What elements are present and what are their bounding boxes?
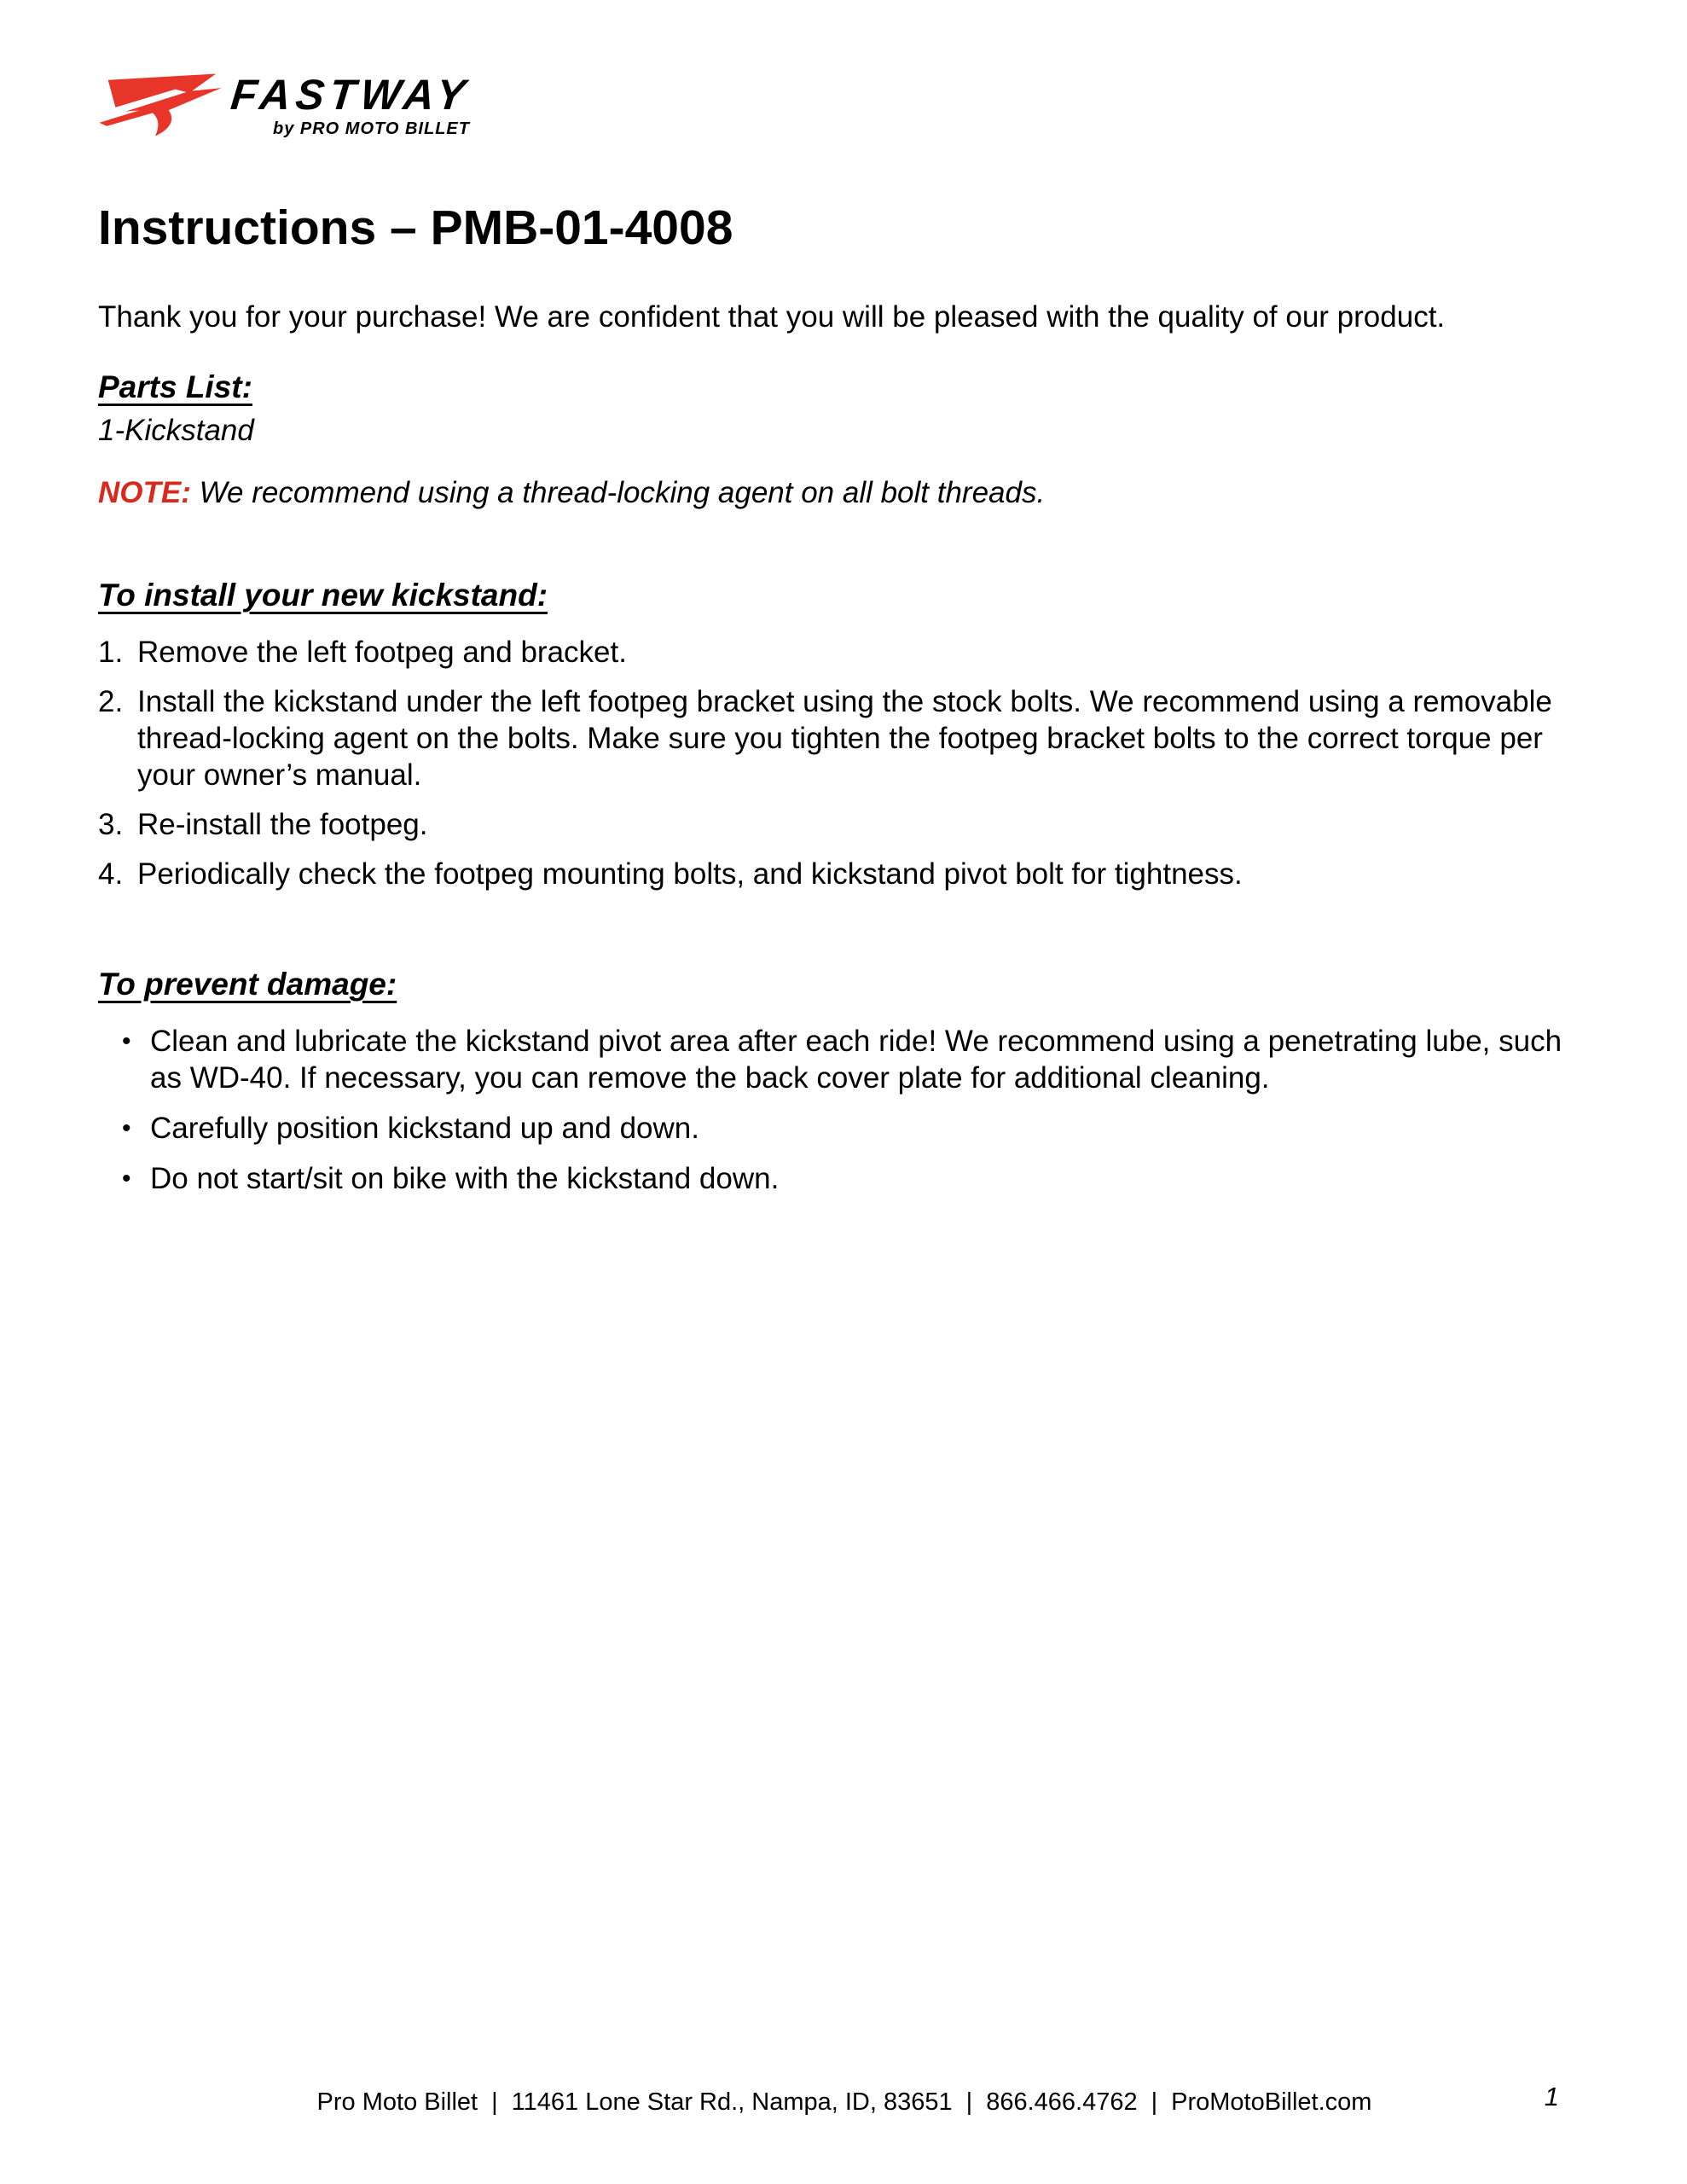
footer-separator: | [1151, 2088, 1158, 2116]
footer-company: Pro Moto Billet [316, 2088, 478, 2116]
step-number: 3. [98, 808, 124, 841]
step-number: 1. [98, 636, 124, 669]
install-step [98, 634, 1592, 671]
footer-separator: | [965, 2088, 973, 2116]
bullet-icon: • [122, 1114, 131, 1142]
bullet-text: Do not start/sit on bike with the kickstand down. [150, 1162, 780, 1195]
note-label: NOTE: [98, 476, 191, 509]
bullet-icon: • [122, 1027, 131, 1055]
install-steps-list [98, 634, 1592, 892]
bullet-text: Carefully position kickstand up and down. [150, 1112, 699, 1145]
list-item [122, 1023, 1592, 1096]
step-number: 4. [98, 857, 124, 891]
intro-paragraph: Thank you for your purchase! We are confident that you will be pleased with the quality of our product. [98, 300, 1446, 334]
parts-list-heading: Parts List: [98, 369, 252, 404]
page-number: 1 [1544, 2082, 1559, 2111]
page-title: Instructions – PMB-01-4008 [98, 200, 733, 255]
note-line [98, 474, 1592, 511]
install-section [98, 511, 1592, 892]
step-text: Re-install the footpeg. [137, 808, 428, 841]
install-step [98, 683, 1592, 793]
footer-separator: | [491, 2088, 498, 2116]
step-number: 2. [98, 685, 124, 718]
bullet-icon: • [122, 1165, 131, 1193]
install-heading: To install your new kickstand: [98, 578, 548, 613]
parts-list-section [98, 335, 1592, 449]
document-content [98, 0, 1592, 1211]
list-item [122, 1110, 1592, 1147]
logo-byline-text: by PRO MOTO BILLET [273, 119, 470, 138]
footer-phone: 866.466.4762 [986, 2088, 1138, 2116]
list-item [122, 1160, 1592, 1197]
bullet-text: Clean and lubricate the kickstand pivot area after each ride! We recommend using a penetrating lube, such as WD-40. If necessary, you can remove the back cover plate for additional cleaning. [150, 1025, 1562, 1095]
step-text: Install the kickstand under the left footpeg bracket using the stock bolts. We recommend using a removable thread-locking agent on the bolts. Make sure you tighten the footpeg bracket bolts to the correct torque per your owner’s manual. [137, 685, 1552, 792]
parts-list-item: 1-Kickstand [98, 414, 254, 447]
step-text: Periodically check the footpeg mounting bolts, and kickstand pivot bolt for tightness. [137, 857, 1243, 891]
prevent-damage-section [98, 905, 1592, 1197]
note-text: We recommend using a thread-locking agent on all bolt threads. [199, 476, 1046, 509]
prevent-damage-heading: To prevent damage: [98, 967, 397, 1002]
prevent-damage-list [98, 1023, 1592, 1197]
step-text: Remove the left footpeg and bracket. [137, 636, 627, 669]
install-step [98, 856, 1592, 892]
install-step [98, 806, 1592, 843]
footer-website: ProMotoBillet.com [1171, 2088, 1372, 2116]
footer-address: 11461 Lone Star Rd., Nampa, ID, 83651 [511, 2088, 953, 2116]
logo-brand-text: FASTWAY [229, 71, 472, 119]
page-footer [98, 2087, 1591, 2117]
